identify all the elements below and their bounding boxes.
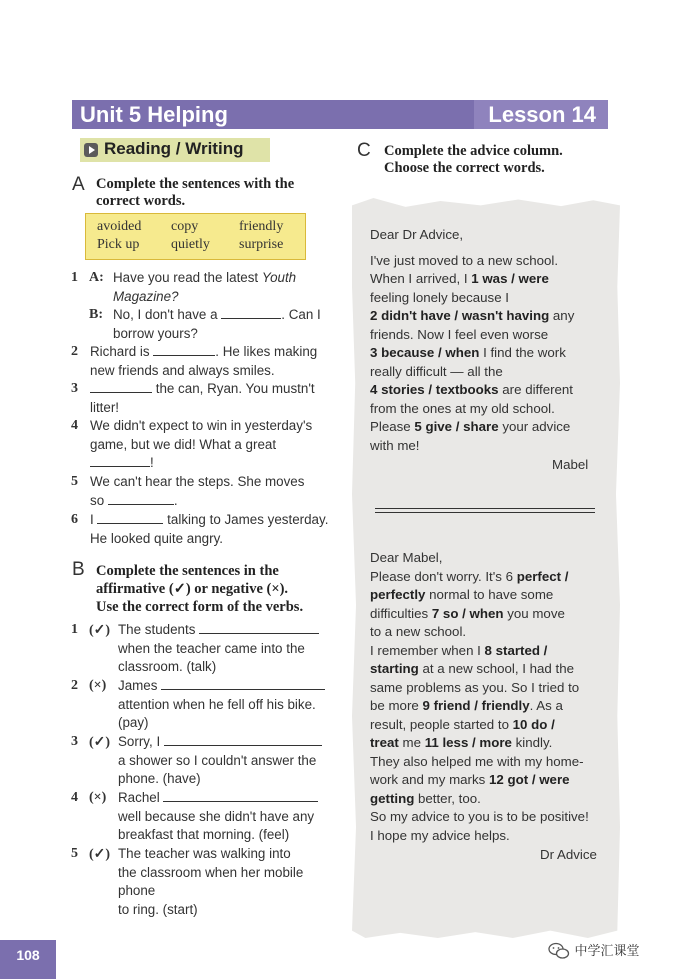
text: so	[90, 492, 108, 508]
text: The students	[118, 622, 196, 637]
salutation: Dear Dr Advice,	[370, 227, 464, 242]
text: . He likes making	[215, 344, 318, 359]
text: at a new school, I had the	[418, 661, 574, 676]
item-number: 3	[71, 381, 78, 396]
b-question-4	[118, 789, 338, 845]
text: attention when he fell off his bike.	[118, 696, 316, 712]
check-mark: (✓)	[89, 623, 111, 638]
section-b-letter: B	[72, 559, 85, 580]
text: Sorry, I	[118, 734, 161, 749]
text: are different	[498, 382, 574, 397]
choice[interactable]: 5 give / share	[414, 419, 499, 434]
text-line	[370, 660, 615, 679]
question-5	[90, 473, 335, 510]
text: well because she didn't have any	[118, 808, 315, 824]
text-line	[370, 605, 615, 624]
item-number: 4	[71, 790, 78, 805]
text-line	[370, 307, 610, 326]
answer-blank[interactable]	[90, 380, 152, 393]
text-line	[370, 418, 610, 437]
text: . Can I	[281, 307, 321, 322]
answer-blank[interactable]	[153, 343, 215, 356]
question-1b	[113, 306, 338, 343]
answer-blank[interactable]	[221, 306, 281, 319]
speaker-label: B:	[89, 307, 103, 322]
text: kindly.	[511, 735, 553, 750]
section-a-instruction	[96, 176, 294, 210]
text: .	[173, 492, 178, 508]
text: litter!	[90, 399, 120, 415]
word: surprise	[239, 237, 284, 252]
choice[interactable]: perfectly	[370, 587, 426, 602]
b-question-5	[118, 845, 338, 919]
text: James	[118, 678, 158, 693]
answer-blank[interactable]	[199, 621, 319, 634]
text: I find the work	[479, 345, 566, 360]
text: the classroom when her mobile	[118, 864, 304, 880]
text-line: I've just moved to a new school.	[370, 252, 559, 268]
instruction-line: Complete the advice column.	[384, 143, 563, 159]
text: game, but we did! What a great	[90, 436, 277, 452]
text: you move	[503, 605, 565, 621]
text: difficulties	[370, 605, 432, 621]
choice[interactable]: 2 didn't have / wasn't having	[370, 308, 550, 323]
instruction-line: correct words.	[96, 193, 186, 209]
cross-mark: (×)	[89, 790, 107, 805]
reply-letter	[370, 549, 615, 845]
item-number: 3	[71, 734, 78, 749]
choice[interactable]: 4 stories / textbooks	[370, 382, 499, 397]
text-line	[370, 568, 615, 587]
b-question-3	[118, 733, 338, 789]
text-line: really difficult — all the	[370, 363, 503, 379]
answer-blank[interactable]	[164, 733, 322, 746]
section-c-letter: C	[357, 140, 371, 161]
text: new friends and always smiles.	[90, 362, 275, 378]
text-line	[370, 697, 615, 716]
text: normal to have some	[425, 587, 554, 602]
text-line	[370, 734, 615, 753]
text: Richard is	[90, 344, 154, 359]
text: when the teacher came into the	[118, 640, 305, 656]
choice[interactable]: 8 started /	[484, 642, 548, 658]
choice[interactable]: 9 friend / friendly	[422, 698, 530, 713]
instruction-line: Use the correct form of the verbs.	[96, 599, 304, 615]
word: friendly	[239, 219, 284, 234]
text-line: They also helped me with my home-	[370, 753, 584, 769]
choice[interactable]: 12 got / were	[488, 772, 570, 787]
watermark-text: 中学汇课堂	[574, 944, 640, 959]
answer-blank[interactable]	[108, 492, 174, 505]
text: . As a	[529, 698, 563, 713]
choice[interactable]: 10 do /	[512, 716, 555, 732]
section-c-instruction	[384, 143, 563, 177]
speaker-label: A:	[89, 270, 104, 285]
unit-title: Unit 5 Helping	[80, 102, 228, 127]
text: a shower so I couldn't answer the	[118, 752, 317, 768]
item-number: 1	[71, 622, 78, 637]
word: avoided	[97, 219, 142, 234]
text-line	[370, 586, 615, 605]
text-line	[370, 771, 615, 790]
instruction-line: Choose the correct words.	[384, 160, 545, 176]
text-line: to a new school.	[370, 624, 467, 639]
text: to ring. (start)	[118, 901, 198, 917]
text: Please	[370, 419, 415, 434]
unit-header-bar	[72, 100, 608, 129]
text: Please don't worry. It's 6	[370, 568, 517, 584]
word: copy	[171, 219, 199, 234]
divider	[375, 508, 595, 509]
question-3	[90, 380, 335, 417]
b-question-2	[118, 677, 338, 733]
item-number: 2	[71, 344, 78, 359]
section-a-letter: A	[72, 174, 85, 195]
text: any	[549, 308, 575, 323]
question-6	[90, 511, 340, 548]
text: Magazine?	[113, 288, 179, 304]
page-number-text: 108	[16, 947, 40, 963]
text-line	[370, 270, 610, 289]
question-1a	[113, 269, 338, 306]
salutation: Dear Mabel,	[370, 550, 443, 565]
text: phone	[118, 883, 156, 898]
text-line	[370, 344, 610, 363]
text-line	[370, 716, 615, 735]
b-question-1	[118, 621, 338, 677]
choice[interactable]: 7 so / when	[431, 605, 504, 621]
choice[interactable]: 11 less / more	[424, 735, 512, 750]
play-icon	[84, 143, 98, 157]
text: work and my marks	[370, 772, 489, 787]
cross-mark: (×)	[89, 678, 107, 693]
text: phone. (have)	[118, 771, 201, 786]
divider	[375, 512, 595, 513]
section-b-instruction	[96, 562, 346, 616]
text: When I arrived, I	[370, 271, 472, 286]
text-line: I hope my advice helps.	[370, 827, 510, 843]
item-number: 5	[71, 846, 78, 861]
text: me	[398, 735, 425, 750]
wechat-icon	[548, 942, 570, 960]
text: result, people started to	[370, 716, 513, 732]
answer-blank[interactable]	[161, 677, 325, 690]
text: the can, Ryan. You mustn't	[152, 381, 315, 396]
answer-blank[interactable]	[90, 454, 150, 467]
instruction-line: Complete the sentences in the	[96, 563, 279, 579]
answer-blank[interactable]	[97, 511, 163, 524]
text: Have you read the latest	[113, 270, 262, 285]
text: He looked quite angry.	[90, 530, 223, 546]
text: (pay)	[118, 715, 149, 730]
item-number: 4	[71, 418, 78, 433]
text: be more	[370, 698, 423, 713]
text: borrow yours?	[113, 325, 198, 341]
instruction-line: affirmative (✓) or negative (×).	[96, 581, 289, 597]
choice[interactable]: getting	[370, 790, 415, 806]
lesson-title: Lesson 14	[488, 102, 596, 127]
section-bar	[80, 138, 270, 162]
item-number: 1	[71, 270, 78, 285]
text: We can't hear the steps. She moves	[90, 474, 305, 489]
instruction-line: Complete the sentences with the	[96, 176, 295, 192]
answer-blank[interactable]	[163, 789, 318, 802]
text: !	[150, 455, 154, 470]
check-mark: (✓)	[89, 847, 111, 862]
item-number: 5	[71, 474, 78, 489]
text: Rachel	[118, 790, 160, 805]
signature-dr-advice: Dr Advice	[540, 847, 597, 862]
text: I remember when I	[370, 642, 485, 658]
question-2	[90, 343, 335, 380]
choice[interactable]: starting	[370, 661, 419, 676]
item-number: 2	[71, 678, 78, 693]
word: Pick up	[97, 237, 140, 252]
text-line: feeling lonely because I	[370, 289, 509, 305]
signature-mabel: Mabel	[552, 457, 589, 472]
word-box	[85, 213, 306, 260]
word: quietly	[171, 237, 210, 252]
text-line	[370, 790, 615, 809]
text: breakfast that morning. (feel)	[118, 827, 290, 842]
text-line	[370, 381, 610, 400]
watermark	[548, 940, 639, 960]
choice[interactable]: perfect /	[516, 568, 569, 584]
text-line: with me!	[370, 437, 420, 453]
text: talking to James yesterday.	[163, 512, 329, 527]
choice[interactable]: 3 because / when	[370, 345, 480, 360]
question-4	[90, 417, 335, 473]
text-line: same problems as you. So I tried to	[370, 679, 580, 695]
text: The teacher was walking into	[118, 846, 291, 861]
text: classroom. (talk)	[118, 659, 217, 674]
check-mark: (✓)	[89, 735, 111, 750]
text-line	[370, 642, 615, 661]
choice[interactable]: 1 was / were	[471, 271, 549, 286]
text: No, I don't have a	[113, 307, 222, 322]
text: your advice	[498, 419, 571, 434]
text-line: from the ones at my old school.	[370, 400, 555, 416]
section-bar-label: Reading / Writing	[104, 139, 244, 158]
page-number	[0, 940, 56, 979]
text: Youth	[261, 270, 297, 285]
choice[interactable]: treat	[370, 735, 399, 750]
text: better, too.	[414, 790, 481, 806]
text: We didn't expect to win in yesterday's	[90, 418, 313, 433]
letter-to-dr-advice	[370, 226, 610, 455]
text: I	[90, 512, 98, 527]
text-line: So my advice to you is to be positive!	[370, 809, 589, 824]
text-line: friends. Now I feel even worse	[370, 326, 549, 342]
item-number: 6	[71, 512, 78, 527]
